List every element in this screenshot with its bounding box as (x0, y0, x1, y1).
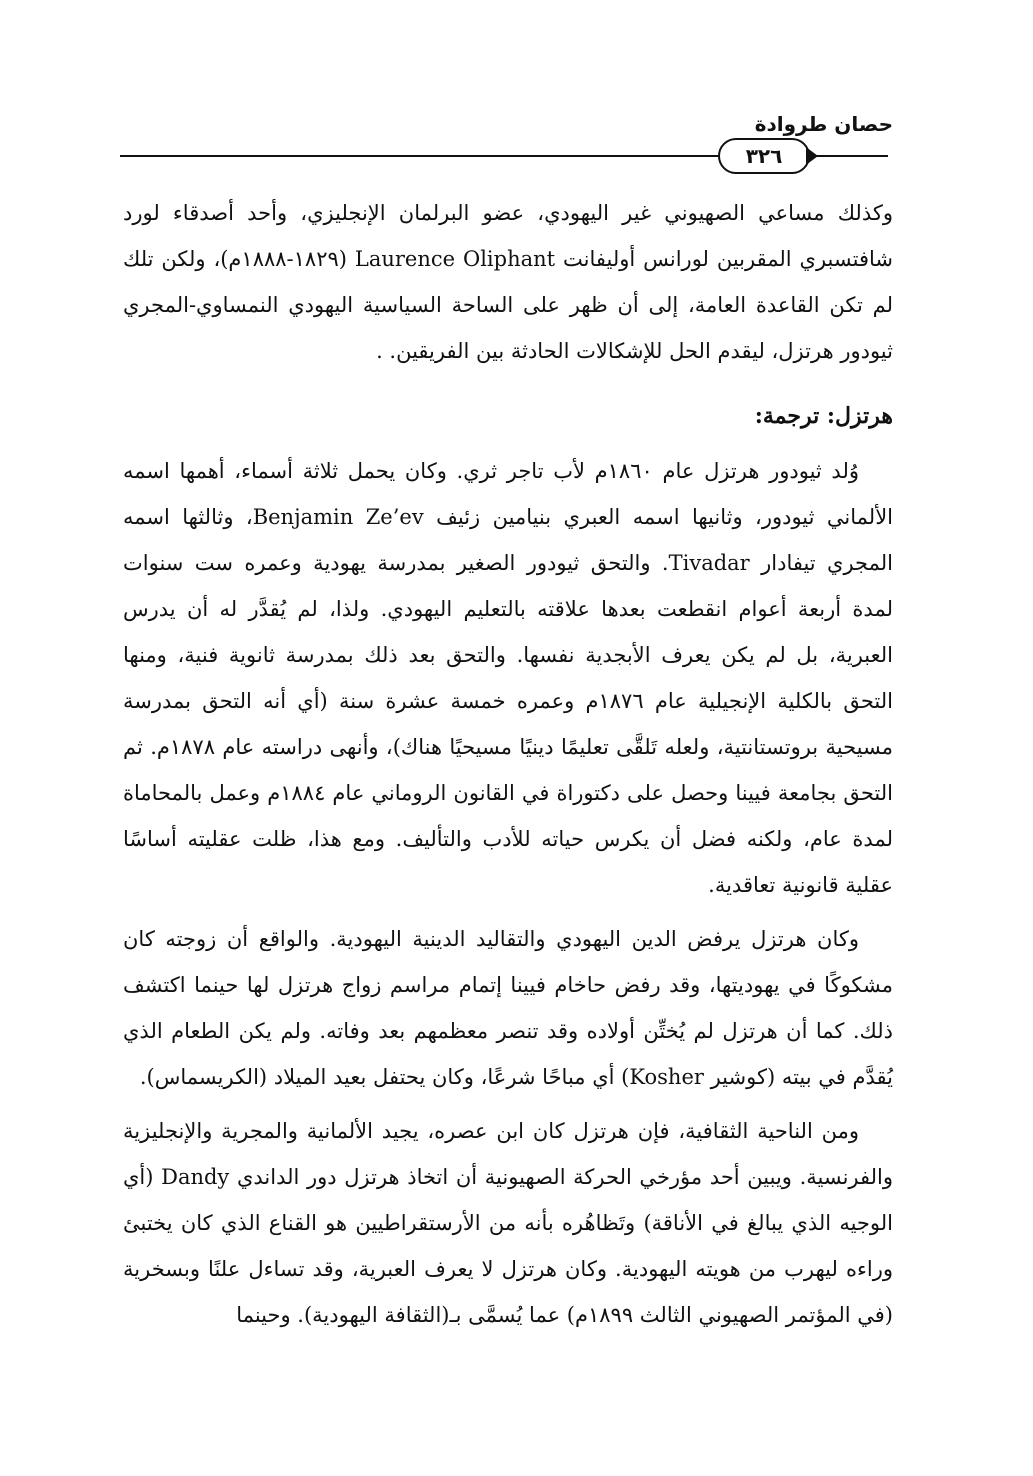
running-title: حصان طروادة (754, 112, 893, 136)
page-number-badge: ٣٢٦ (718, 138, 810, 174)
page-number-arrow-icon (806, 147, 818, 165)
intro-text (123, 190, 893, 382)
paragraph-religion: وكان هرتزل يرفض الدين اليهودي والتقاليد الدينية اليهودية. والواقع أن زوجته كان مشكوكًا في يهوديتها، وقد رفض حاخام فيينا إتمام مراسم زواج هرتزل لها حينما اكتشف ذلك. كما أن هرتزل لم يُختِّن أولاده وقد تنصر معظمهم بعد وفاته. ولم يكن الطعام الذي يُقدَّم في بيته (كوشير Kosher) أي مباحًا شرعًا، وكان يحتفل بعيد الميلاد (الكريسماس). (123, 927, 893, 1089)
section-heading: هرتزل: ترجمة: (754, 403, 893, 429)
paragraph-biography: وُلد ثيودور هرتزل عام ١٨٦٠م لأب تاجر ثري. وكان يحمل ثلاثة أسماء، أهمها اسمه الألماني ثيودور، وثانيها اسمه العبري بنيامين زئيف Benjamin Ze’ev، وثالثها اسمه المجري تيفادار Tivadar. والتحق ثيودور الصغير بمدرسة يهودية وعمره ست سنوات لمدة أربعة أعوام انقطعت بعدها علاقته بالتعليم اليهودي. ولذا، لم يُقدَّر له أن يدرس العبرية، بل لم يكن يعرف الأبجدية نفسها. والتحق بعد ذلك بمدرسة ثانوية فنية، ومنها التحق بالكلية الإنجيلية عام ١٨٧٦م وعمره خمسة عشرة سنة (أي أنه التحق بمدرسة مسيحية بروتستانتية، ولعله تَلقَّى تعليمًا دينيًا مسيحيًا هناك)، وأنهى دراسته عام ١٨٧٨م. ثم التحق بجامعة فيينا وحصل على دكتوراة في القانون الروماني عام ١٨٨٤م وعمل بالمحاماة لمدة عام، ولكنه فضل أن يكرس حياته للأدب والتأليف. ومع هذا، ظلت عقليته أساسًا عقلية قانونية تعاقدية. (123, 459, 894, 897)
main-text (123, 448, 893, 1346)
intro-paragraph: وكذلك مساعي الصهيوني غير اليهودي، عضو البرلمان الإنجليزي، وأحد أصدقاء لورد شافتسبري المقربين لورانس أوليفانت Laurence Oliphant (١٨٢٩-١٨٨٨م)، ولكن تلك لم تكن القاعدة العامة، إلى أن ظهر على الساحة السياسية اليهودي النمساوي-المجري ثيودور هرتزل، ليقدم الحل للإشكالات الحادثة بين الفريقين. . (123, 201, 893, 363)
paragraph-culture: ومن الناحية الثقافية، فإن هرتزل كان ابن عصره، يجيد الألمانية والمجرية والإنجليزية والفرنسية. ويبين أحد مؤرخي الحركة الصهيونية أن اتخاذ هرتزل دور الداندي Dandy (أي الوجيه الذي يبالغ في الأناقة) وتَظاهُره بأنه من الأرستقراطيين هو القناع الذي كان يختبئ وراءه ليهرب من هويته اليهودية. وكان هرتزل لا يعرف العبرية، وقد تساءل علنًا وبسخرية (في المؤتمر الصهيوني الثالث ١٨٩٩م) عما يُسمَّى بـ(الثقافة اليهودية). وحينما (123, 1119, 893, 1327)
